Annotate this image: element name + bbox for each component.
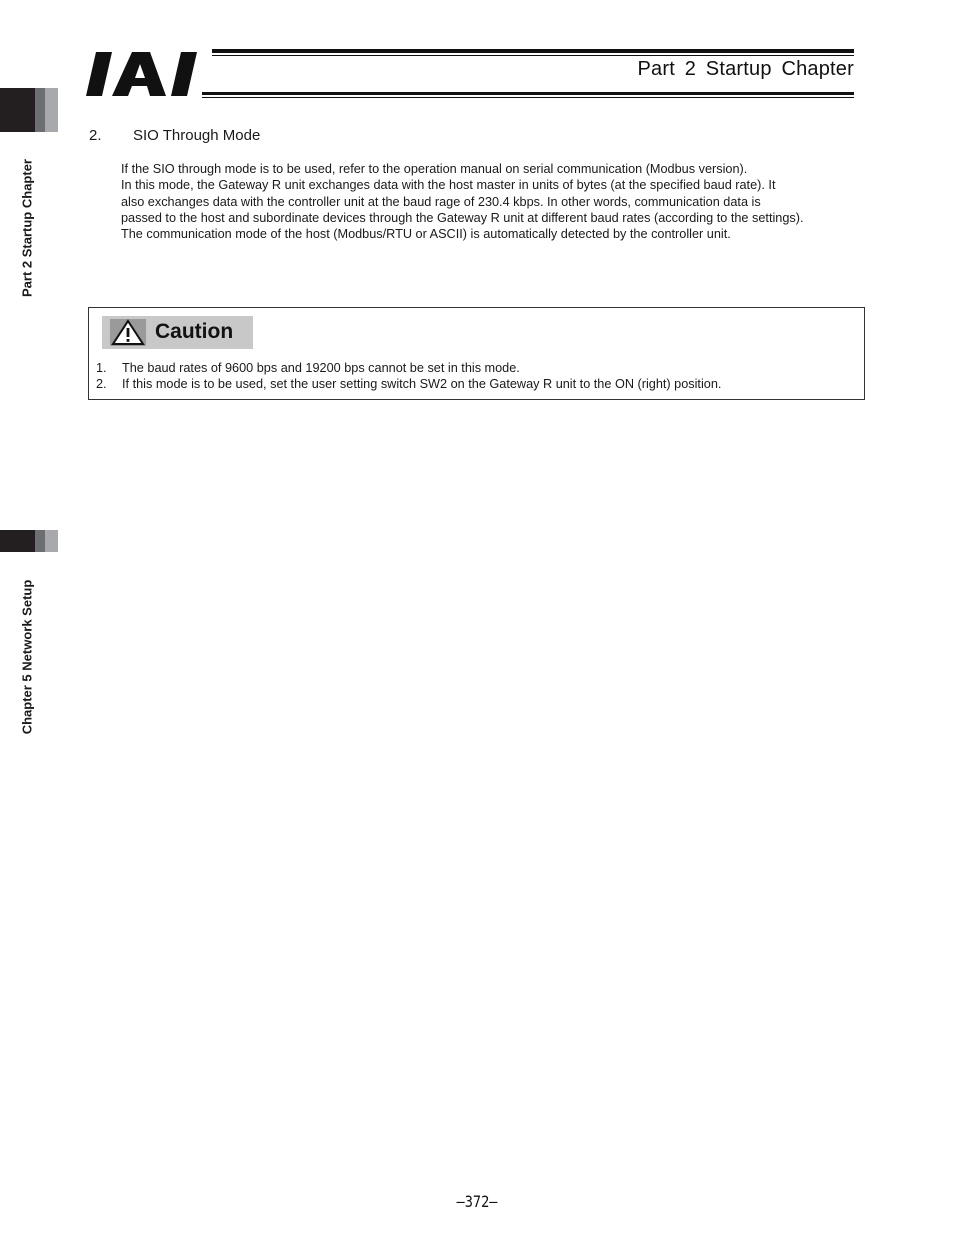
side-label-part2: Part 2 Startup Chapter bbox=[19, 159, 35, 297]
paragraph-line: passed to the host and subordinate devices through the Gateway R unit at different baud rates (according to the settings). bbox=[121, 210, 804, 225]
caution-label: Caution bbox=[155, 320, 234, 343]
header-rule-top-thin bbox=[212, 55, 854, 56]
side-tab-part2 bbox=[0, 88, 58, 132]
section-number: 2. bbox=[89, 127, 102, 144]
caution-item bbox=[96, 377, 721, 391]
caution-item-text: If this mode is to be used, set the user setting switch SW2 on the Gateway R unit to the ON (right) position. bbox=[122, 377, 722, 391]
section-paragraph bbox=[121, 161, 881, 242]
paragraph-line: In this mode, the Gateway R unit exchanges data with the host master in units of bytes (at the specified baud rate). It bbox=[121, 178, 776, 193]
paragraph-line: The communication mode of the host (Modbus/RTU or ASCII) is automatically detected by the controller unit. bbox=[121, 227, 731, 242]
iai-logo bbox=[84, 50, 202, 98]
caution-item-text: The baud rates of 9600 bps and 19200 bps cannot be set in this mode. bbox=[122, 361, 520, 375]
warning-triangle-icon bbox=[110, 319, 146, 346]
paragraph-line: also exchanges data with the controller unit at the baud rage of 230.4 kbps. In other words, communication data is bbox=[121, 194, 761, 209]
caution-item-number: 2. bbox=[96, 377, 107, 391]
paragraph-line: If the SIO through mode is to be used, refer to the operation manual on serial communication (Modbus version). bbox=[121, 162, 748, 176]
header-rule-top bbox=[212, 49, 854, 53]
caution-badge bbox=[102, 316, 253, 349]
side-label-chapter5: Chapter 5 Network Setup bbox=[19, 579, 35, 735]
caution-item-number: 1. bbox=[96, 361, 107, 375]
header-title: Part 2 Startup Chapter bbox=[637, 58, 854, 80]
header-rule-bottom-thin bbox=[202, 97, 854, 98]
caution-item bbox=[96, 361, 520, 375]
section-title: SIO Through Mode bbox=[133, 127, 261, 144]
side-tab-chapter5 bbox=[0, 530, 58, 552]
page-number: –372– bbox=[456, 1192, 498, 1211]
caution-box bbox=[88, 307, 865, 400]
header-rule-bottom bbox=[202, 92, 854, 95]
